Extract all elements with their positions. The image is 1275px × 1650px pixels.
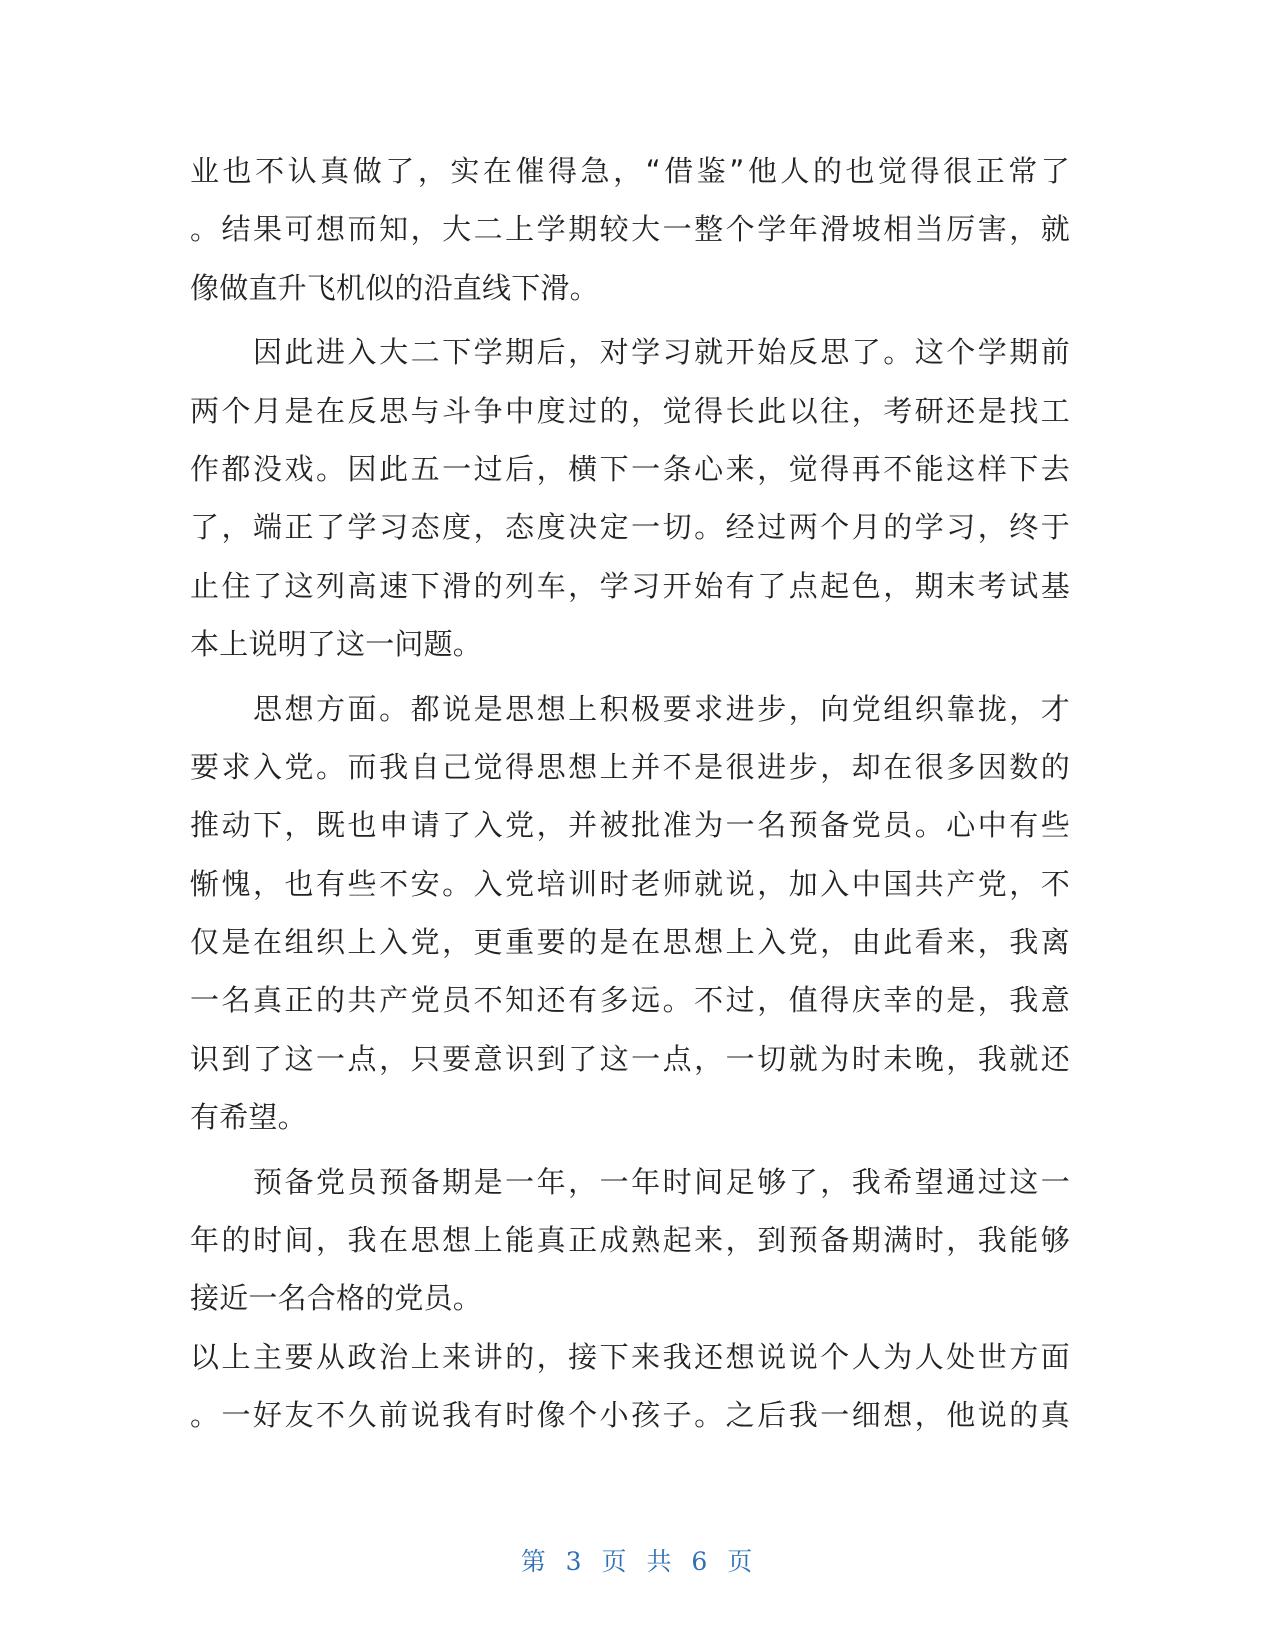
text-line: 识到了这一点，只要意识到了这一点，一切就为时未晚，我就还: [190, 1041, 1070, 1076]
text-line: 止住了这列高速下滑的列车，学习开始有了点起色，期末考试基: [190, 568, 1070, 603]
text-line: 推动下，既也申请了入党，并被批准为一名预备党员。心中有些: [190, 808, 1070, 843]
text-line: 惭愧，也有些不安。入党培训时老师就说，加入中国共产党，不: [190, 866, 1070, 901]
text-line: 两个月是在反思与斗争中度过的，觉得长此以往，考研还是找工: [190, 393, 1070, 428]
document-body: [190, 142, 1070, 1445]
text-line: 思想方面。都说是思想上积极要求进步，向党组织靠拢，才: [190, 691, 1070, 726]
text-line: 有希望。: [190, 1100, 307, 1135]
text-line: 作都没戏。因此五一过后，横下一条心来，觉得再不能这样下去: [190, 451, 1070, 486]
text-line: 业也不认真做了，实在催得急，“借鉴”他人的也觉得很正常了: [190, 154, 1070, 188]
text-line: 像做直升飞机似的沿直线下滑。: [190, 270, 599, 305]
text-line: 要求入党。而我自己觉得思想上并不是很进步，却在很多因数的: [190, 749, 1070, 784]
text-line: 一名真正的共产党员不知还有多远。不过，值得庆幸的是，我意: [190, 983, 1070, 1018]
page-number-footer: 第 3 页 共 6 页: [520, 1547, 755, 1576]
text-line: 接近一名合格的党员。: [190, 1281, 483, 1316]
text-line: 预备党员预备期是一年，一年时间足够了，我希望通过这一: [190, 1164, 1070, 1199]
text-line: 仅是在组织上入党，更重要的是在思想上入党，由此看来，我离: [190, 925, 1070, 960]
text-line: 本上说明了这一问题。: [190, 627, 483, 662]
text-line: 。一好友不久前说我有时像个小孩子。之后我一细想，他说的真: [190, 1398, 1070, 1433]
text-line: 因此进入大二下学期后，对学习就开始反思了。这个学期前: [190, 335, 1070, 370]
text-line: 年的时间，我在思想上能真正成熟起来，到预备期满时，我能够: [190, 1223, 1070, 1258]
text-line: 了，端正了学习态度，态度决定一切。经过两个月的学习，终于: [190, 510, 1070, 545]
text-line: 。结果可想而知，大二上学期较大一整个学年滑坡相当厉害，就: [190, 212, 1070, 247]
text-line: 以上主要从政治上来讲的，接下来我还想说说个人为人处世方面: [190, 1339, 1070, 1374]
